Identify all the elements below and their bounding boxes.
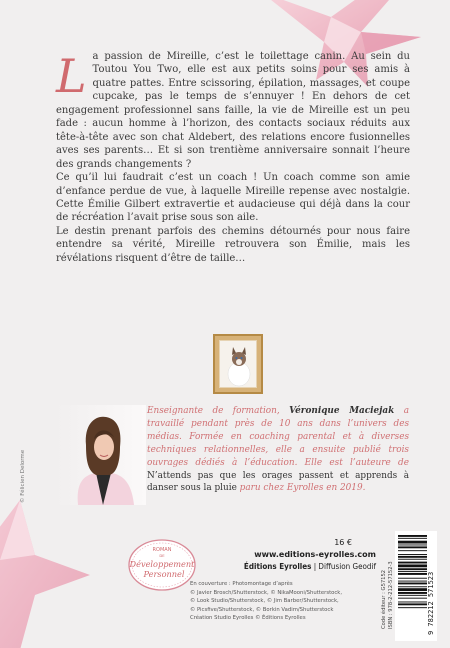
- publisher-code: Code éditeur : G57152: [381, 569, 387, 629]
- credit-line: Création Studio Eyrolles © Éditions Eyrolles: [190, 615, 306, 621]
- barcode-bar: [398, 568, 427, 570]
- cat-icon: [220, 341, 258, 389]
- barcode-bar: [398, 586, 427, 587]
- barcode-bar: [398, 581, 427, 582]
- barcode-bar: [398, 538, 427, 539]
- publisher-line: Éditions Eyrolles | Diffusion Geodif: [243, 562, 376, 571]
- blurb-paragraph: a passion de Mireille, c’est le toilettage canin. Au sein du Toutou You Two, elle est aux petits soins pour ses amis à quatre pattes. Entre scissoring, épilation, massages, et coupe cupcake, pas le temps de s’ennuyer ! En dehors de cet engagement professionnel sans faille, la vie de Mireille est un peu fade : aucun homme à l’horizon, des contacts sociaux réduits aux tête-à-tête avec son chat Aldebert, des relations encore fusionnelles aves ses parents… Et si son trentième anniversaire sonnait l’heure des grands changements ?: [56, 51, 410, 170]
- barcode-bar: [398, 603, 427, 605]
- barcode-bar: [398, 545, 427, 546]
- image-credits: [190, 580, 374, 623]
- distributor-name: Diffusion Geodif: [318, 562, 376, 571]
- author-name: Véronique Maciejak: [289, 406, 395, 416]
- previous-book-title: N’attends pas que les orages passent et apprends à danser sous la pluie: [147, 470, 409, 494]
- photo-credit: © Félicien Delorme: [20, 449, 26, 503]
- badge-line: DE: [159, 553, 165, 558]
- barcode-bar: [398, 607, 427, 608]
- barcode-bar: [398, 541, 427, 544]
- framed-cat-picture: [213, 334, 263, 394]
- badge-line: Personnel: [143, 569, 185, 579]
- credit-line: © Look Studio/Shutterstock, © Jim Barber/Shutterstock,: [190, 598, 339, 604]
- drop-cap: L: [56, 49, 87, 103]
- barcode-bar: [398, 550, 427, 551]
- barcode-bar: [398, 602, 427, 603]
- collection-badge: [126, 537, 198, 593]
- badge-line: ROMAN: [152, 547, 172, 553]
- credit-line: © Picsfive/Shutterstock, © Borkin Vadim/Shutterstock: [190, 606, 334, 613]
- barcode-bar: [398, 588, 427, 591]
- pink-star-icon: [0, 500, 90, 648]
- barcode-digits: 9 782212 571523: [427, 571, 435, 635]
- barcode-bar: [398, 592, 427, 594]
- barcode: [395, 531, 437, 641]
- barcode-bar: [398, 559, 427, 560]
- credit-line: © Javier Brosch/Shutterstock, © NikaMooni/Shutterstock,: [190, 589, 343, 596]
- barcode-bar: [398, 595, 427, 596]
- credit-line: En couverture : Photomontage d’après: [190, 581, 293, 587]
- isbn-side-text: [381, 531, 395, 631]
- barcode-bar: [398, 535, 427, 537]
- barcode-bar: [398, 578, 427, 579]
- author-photo: [56, 405, 146, 505]
- barcode-bar: [398, 573, 427, 575]
- barcode-bar: [398, 571, 427, 572]
- barcode-bar: [398, 598, 427, 599]
- publisher-name: Éditions Eyrolles: [243, 562, 312, 571]
- barcode-bar: [398, 562, 427, 564]
- barcode-bar: [398, 583, 427, 585]
- blurb-text: [56, 50, 410, 265]
- author-bio: Enseignante de formation, Véronique Maciejak a travaillé pendant près de 10 ans dans l’univers des médias. Formée en coaching parental et à diverses techniques relationnelles, elle a ensuite publié trois ouvrages dédiés à l’éducation. Elle est l’auteure de N’attends pas que les orages passent et apprends à danser sous la pluie paru chez Eyrolles en 2019.: [147, 406, 410, 494]
- barcode-bar: [398, 564, 427, 567]
- barcode-bar: [398, 546, 427, 548]
- isbn: ISBN : 978-2-212-57152-3: [388, 561, 394, 629]
- barcode-bar: [398, 556, 427, 558]
- badge-line: Développement: [129, 559, 195, 569]
- price: 16 €: [334, 538, 352, 547]
- blurb-paragraph: Le destin prenant parfois des chemins détournés pour nous faire entendre sa vérité, Mireille retrouvera son Émilie, mais les révélations risquent d’être de taille…: [56, 225, 410, 264]
- publisher-url[interactable]: www.editions-eyrolles.com: [254, 550, 376, 559]
- blurb-paragraph: Ce qu’il lui faudrait c’est un coach ! Un coach comme son amie d’enfance perdue de vue, à laquelle Mireille repense avec nostalgie. Cette Émilie Gilbert extravertie et audacieuse qui déjà dans la cour de récréation l’avait prise sous son aile.: [56, 172, 410, 224]
- barcode-bar: [398, 554, 427, 555]
